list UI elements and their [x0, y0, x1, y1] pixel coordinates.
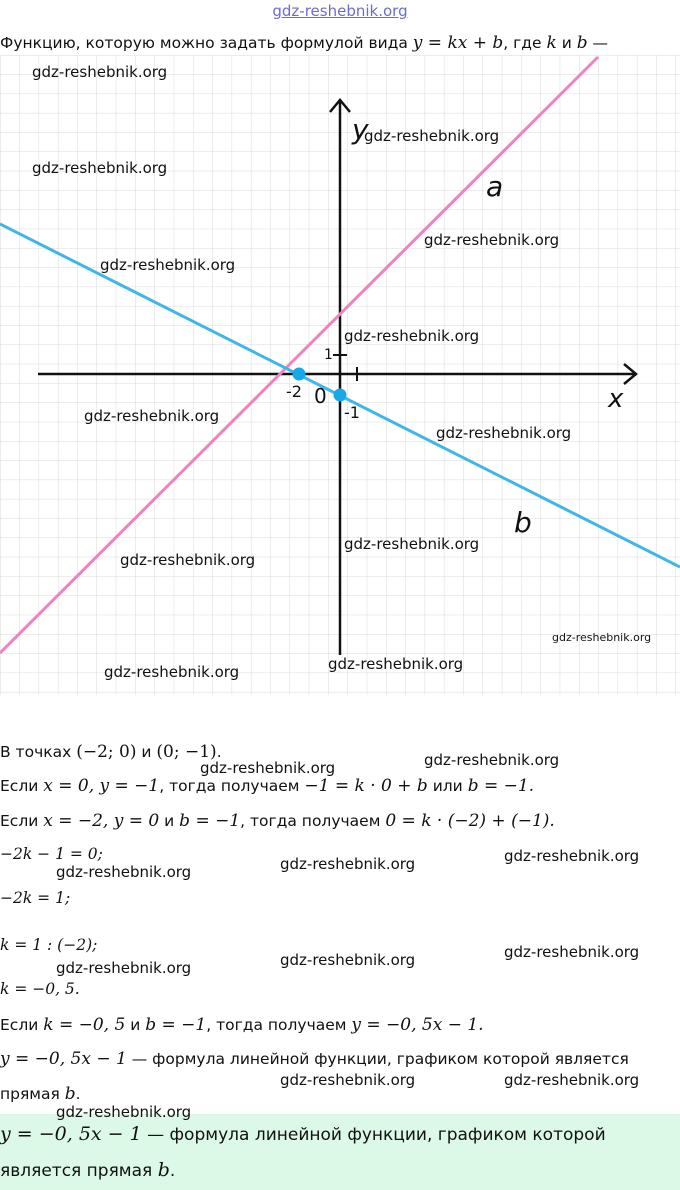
- watermark: gdz-reshebnik.org: [344, 327, 480, 345]
- intro-dash: —: [587, 34, 609, 52]
- intro-k: k: [546, 33, 557, 53]
- watermark: gdz-reshebnik.org: [344, 535, 480, 553]
- watermark: gdz-reshebnik.org: [32, 63, 168, 81]
- text: Если: [0, 777, 44, 795]
- watermark: gdz-reshebnik.org: [56, 1103, 192, 1121]
- watermark: gdz-reshebnik.org: [32, 159, 168, 177]
- intro-before: Функцию, которую можно задать формулой вида: [0, 34, 413, 52]
- text: Если: [0, 1016, 44, 1034]
- watermark: gdz-reshebnik.org: [504, 847, 640, 865]
- watermark: gdz-reshebnik.org: [436, 424, 572, 442]
- text: .: [216, 743, 222, 761]
- watermark: gdz-reshebnik.org: [100, 256, 236, 274]
- text: В точках: [0, 743, 77, 761]
- text: является прямая: [0, 1161, 158, 1181]
- solution-line-2: [0, 776, 534, 796]
- text: и: [159, 812, 180, 830]
- coordinate-graph: [0, 55, 680, 695]
- point-minus2-0: [293, 368, 306, 381]
- text: — формула линейной функции, графиком которой является: [126, 1050, 629, 1068]
- math: b = −1.: [467, 776, 535, 796]
- text: и: [125, 1016, 146, 1034]
- watermark: gdz-reshebnik.org: [424, 231, 560, 249]
- text: прямая: [0, 1085, 65, 1103]
- line-b-label: b: [514, 506, 532, 539]
- watermark: gdz-reshebnik.org: [504, 943, 640, 961]
- watermark: gdz-reshebnik.org: [104, 663, 240, 681]
- intro-b: b: [576, 33, 588, 53]
- math: b: [157, 1159, 170, 1181]
- origin-label: 0: [314, 384, 327, 408]
- intro-text: [0, 33, 608, 53]
- solution-line-10: [0, 1084, 81, 1104]
- line-a-label: a: [486, 170, 504, 203]
- watermark: gdz-reshebnik.org: [120, 551, 256, 569]
- point-0-minus1: [334, 389, 347, 402]
- site-header-link[interactable]: gdz-reshebnik.org: [272, 2, 408, 20]
- math: x = 0, y = −1: [43, 776, 160, 796]
- solution-line-1: [0, 742, 222, 762]
- solution-line-5: −2k = 1;: [0, 889, 71, 907]
- point-y-label: -1: [344, 403, 360, 422]
- text: .: [169, 1161, 176, 1181]
- point-x-label: -2: [286, 382, 302, 401]
- watermark: gdz-reshebnik.org: [56, 863, 192, 881]
- intro-and: и: [556, 34, 577, 52]
- answer-line-1: [0, 1123, 606, 1145]
- intro-formula: y = kx + b: [412, 33, 504, 53]
- solution-line-7: k = −0, 5.: [0, 980, 80, 998]
- watermark: gdz-reshebnik.org: [200, 759, 336, 777]
- y-axis-label: y: [352, 113, 369, 146]
- solution-line-8: [0, 1015, 484, 1035]
- solution-line-9: [0, 1049, 629, 1069]
- intro-mid: , где: [503, 34, 547, 52]
- watermark: gdz-reshebnik.org: [84, 407, 220, 425]
- math: b = −1: [145, 1015, 207, 1035]
- watermark: gdz-reshebnik.org: [56, 959, 192, 977]
- solution-line-6: k = 1 : (−2);: [0, 936, 98, 954]
- watermark: gdz-reshebnik.org: [280, 1071, 416, 1089]
- math: b: [64, 1084, 76, 1104]
- text: , тогда получаем: [159, 777, 305, 795]
- text: , тогда получаем: [240, 812, 386, 830]
- text: .: [75, 1085, 81, 1103]
- math: −1 = k · 0 + b: [304, 776, 428, 796]
- watermark: gdz-reshebnik.org: [424, 751, 560, 769]
- watermark: gdz-reshebnik.org: [280, 855, 416, 873]
- watermark: gdz-reshebnik.org: [504, 1071, 640, 1089]
- watermark: gdz-reshebnik.org: [364, 127, 500, 145]
- text: — формула линейной функции, графиком которой: [141, 1125, 606, 1145]
- math: (0; −1): [156, 742, 217, 762]
- math: y = −0, 5x − 1: [0, 1123, 142, 1145]
- math: x = −2, y = 0: [43, 811, 160, 831]
- math: y = −0, 5x − 1: [0, 1049, 127, 1069]
- math: b = −1: [179, 811, 241, 831]
- answer-line-2: [0, 1159, 175, 1181]
- solution-line-4: −2k − 1 = 0;: [0, 845, 103, 863]
- text: или: [427, 777, 468, 795]
- math: 0 = k · (−2) + (−1).: [385, 811, 555, 831]
- text: Если: [0, 812, 44, 830]
- math: (−2; 0): [76, 742, 137, 762]
- math: k = −0, 5: [43, 1015, 126, 1035]
- math: y = −0, 5x − 1.: [351, 1015, 484, 1035]
- watermark: gdz-reshebnik.org: [552, 631, 652, 644]
- solution-line-3: [0, 811, 555, 831]
- x-axis-label: x: [608, 384, 624, 414]
- watermark: gdz-reshebnik.org: [328, 655, 464, 673]
- watermark: gdz-reshebnik.org: [280, 951, 416, 969]
- text: , тогда получаем: [206, 1016, 352, 1034]
- y-tick-one-label: 1: [324, 347, 333, 363]
- text: и: [136, 743, 157, 761]
